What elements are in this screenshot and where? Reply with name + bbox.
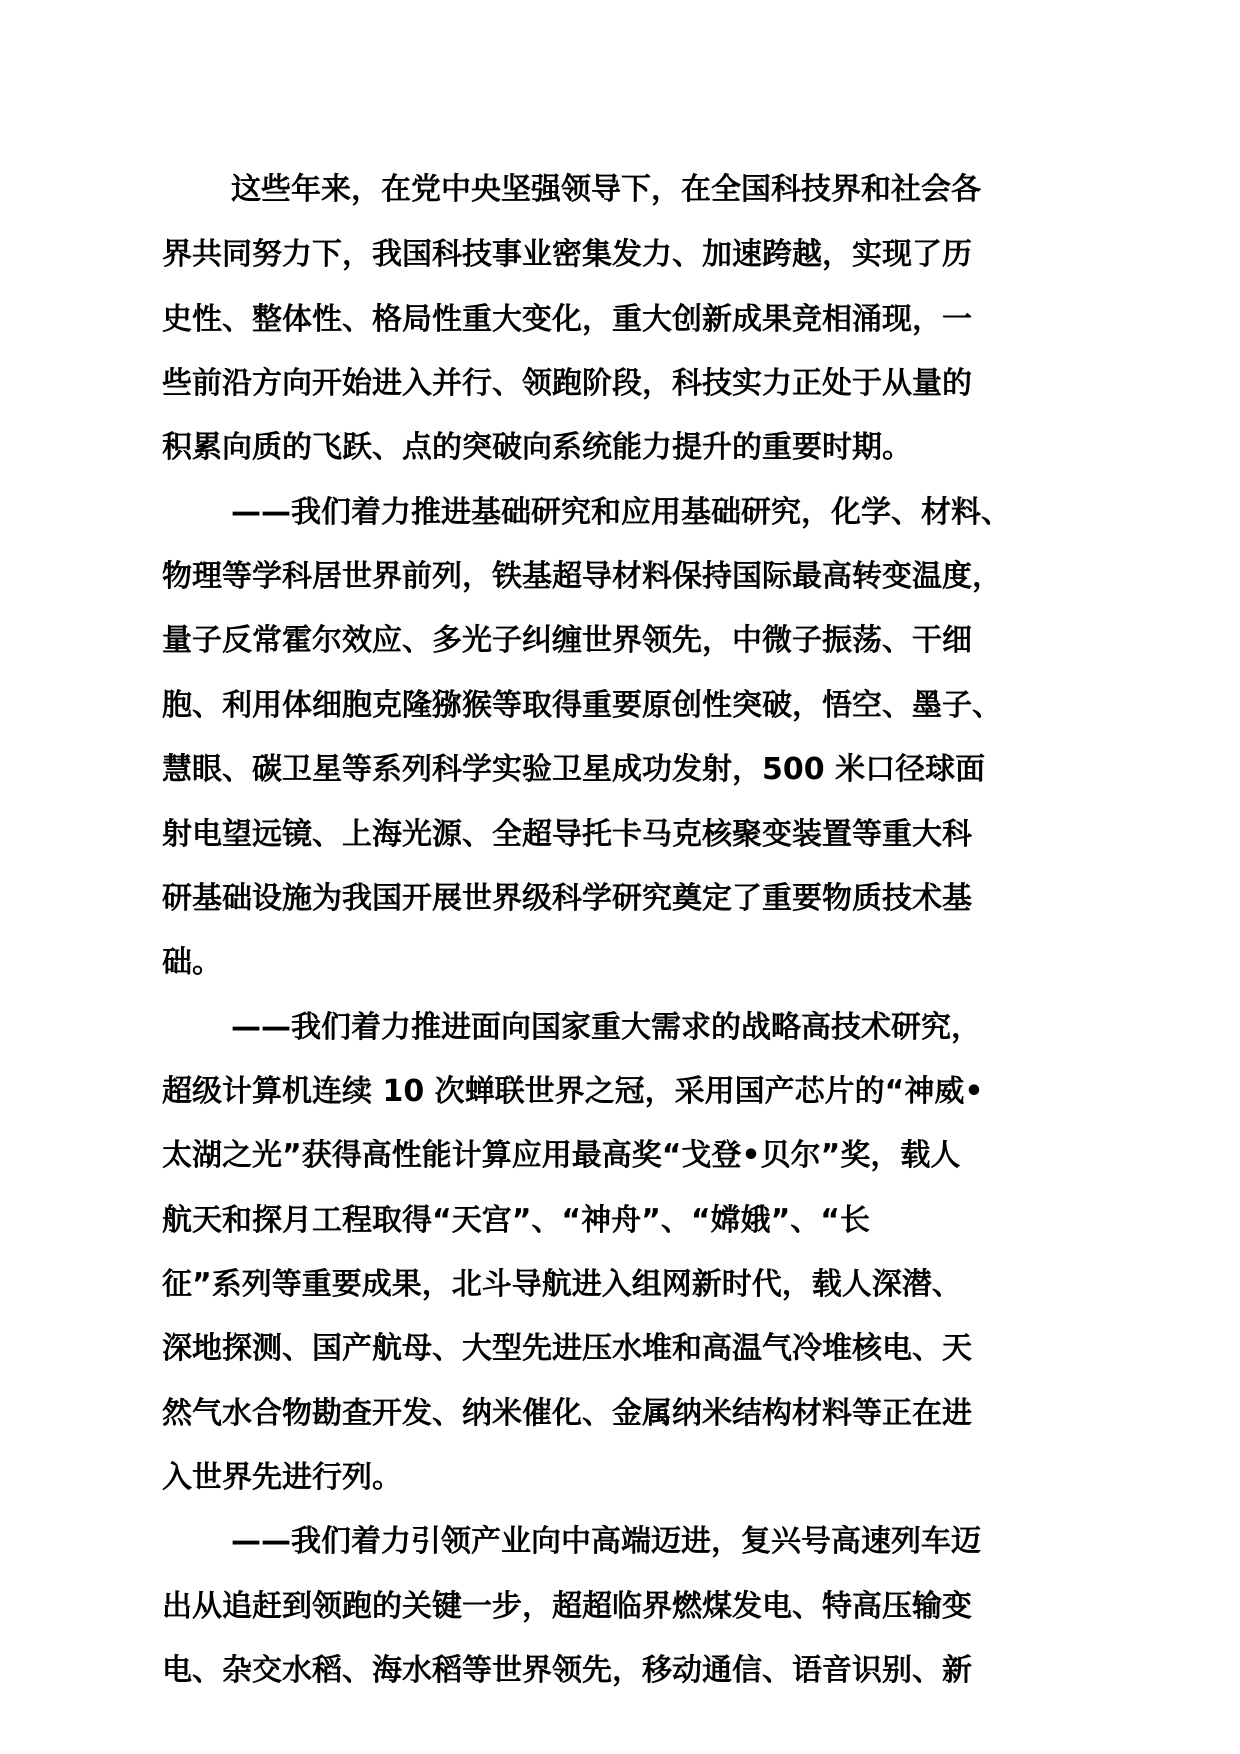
text-line: 航天和探月工程取得“天宫”、“神舟”、“嫦娥”、“长: [162, 1203, 871, 1238]
text-line: ——我们着力引领产业向中高端迈进，复兴号高速列车迈: [231, 1524, 981, 1559]
text-line: ——我们着力推进基础研究和应用基础研究，化学、材料、: [231, 495, 1011, 530]
text-line: 深地探测、国产航母、大型先进压水堆和高温气冷堆核电、天: [162, 1331, 972, 1366]
text-line: 超级计算机连续 10 次蝉联世界之冠，采用国产芯片的“神威•: [162, 1074, 984, 1109]
text-line: 射电望远镜、上海光源、全超导托卡马克核聚变装置等重大科: [162, 817, 972, 852]
text-line: 入世界先进行列。: [162, 1460, 402, 1495]
text-line: 积累向质的飞跃、点的突破向系统能力提升的重要时期。: [162, 430, 912, 465]
text-line: 征”系列等重要成果，北斗导航进入组网新时代，载人深潜、: [162, 1267, 962, 1302]
text-line: 出从追赶到领跑的关键一步，超超临界燃煤发电、特高压输变: [162, 1589, 972, 1624]
text-line: 慧眼、碳卫星等系列科学实验卫星成功发射，500 米口径球面: [162, 752, 986, 787]
text-line: 胞、利用体细胞克隆猕猴等取得重要原创性突破，悟空、墨子、: [162, 688, 1002, 723]
text-line: 研基础设施为我国开展世界级科学研究奠定了重要物质技术基: [162, 881, 972, 916]
text-line: 界共同努力下，我国科技事业密集发力、加速跨越，实现了历: [162, 237, 972, 272]
text-line: 量子反常霍尔效应、多光子纠缠世界领先，中微子振荡、干细: [162, 623, 972, 658]
text-line: 电、杂交水稻、海水稻等世界领先，移动通信、语音识别、新: [162, 1653, 972, 1688]
text-line: 这些年来，在党中央坚强领导下，在全国科技界和社会各: [231, 172, 981, 207]
text-line: 些前沿方向开始进入并行、领跑阶段，科技实力正处于从量的: [162, 366, 972, 401]
text-line: 史性、整体性、格局性重大变化，重大创新成果竞相涌现，一: [162, 302, 972, 337]
text-line: 然气水合物勘查开发、纳米催化、金属纳米结构材料等正在进: [162, 1396, 972, 1431]
text-line: 础。: [162, 945, 222, 980]
text-line: ——我们着力推进面向国家重大需求的战略高技术研究，: [231, 1010, 981, 1045]
text-line: 物理等学科居世界前列，铁基超导材料保持国际最高转变温度，: [162, 559, 1002, 594]
text-line: 太湖之光”获得高性能计算应用最高奖“戈登•贝尔”奖，载人: [162, 1138, 961, 1173]
